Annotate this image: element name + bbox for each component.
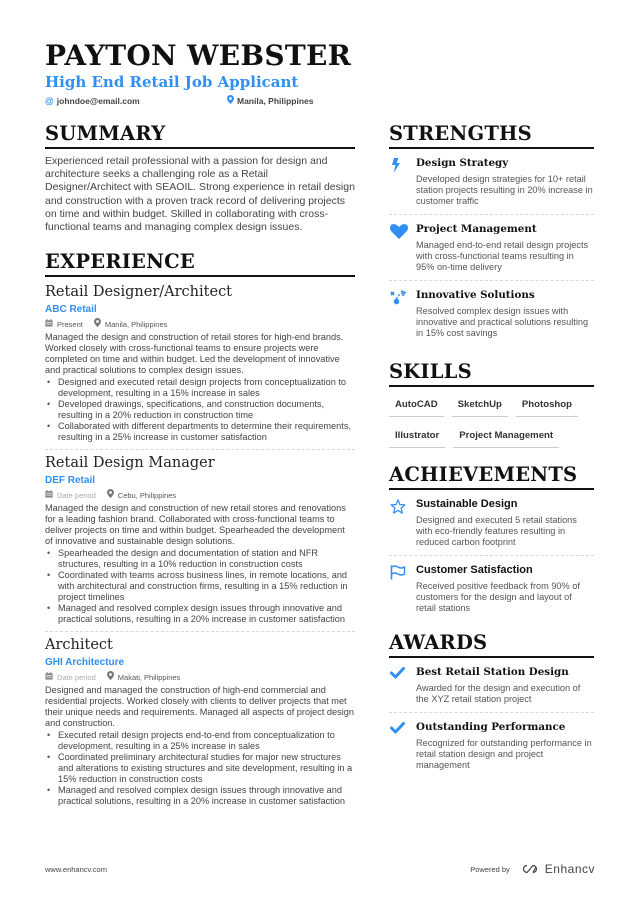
job-description: Managed the design and construction of retail stores for high-end brands. Worked closely with cross-functional teams to ensure projects were completed on time and within budget. Led the development of innovative and practical solutions to complex design issues. bbox=[45, 332, 344, 376]
job-location bbox=[107, 671, 181, 683]
job-location bbox=[94, 318, 168, 330]
skill-tag: Illustrator bbox=[389, 424, 445, 448]
achievement-title: Sustainable Design bbox=[416, 498, 518, 510]
skills-section bbox=[389, 360, 594, 455]
job-location bbox=[107, 489, 176, 501]
strengths-section bbox=[389, 122, 594, 346]
job-description: Designed and managed the construction of high-end commercial and residential projects. Worked closely with clients to deliver projects that met their unique needs and requirements. Managed all aspects of project design and construction. bbox=[45, 685, 354, 729]
footer bbox=[45, 862, 595, 876]
company-name: DEF Retail bbox=[45, 475, 96, 487]
contact-info bbox=[45, 95, 365, 106]
achievements-section bbox=[389, 463, 594, 621]
job-date-text: Date period bbox=[57, 672, 96, 682]
skill-tag: Project Management bbox=[453, 424, 559, 448]
section-title-awards: AWARDS bbox=[389, 631, 594, 658]
job-date-text: Date period bbox=[57, 490, 96, 500]
job-location-text: Makati, Philippines bbox=[117, 672, 181, 682]
achievement-item bbox=[389, 490, 594, 555]
strength-description: Developed design strategies for 10+ retail station projects resulting in 20% increase in customer traffic bbox=[416, 174, 593, 206]
job-bullet: • Developed drawings, specifications, and construction documents, resulting in a 20% reduction in construction time bbox=[45, 399, 355, 421]
award-description: Recognized for outstanding performance in retail station design and project management bbox=[416, 738, 592, 770]
flag-icon bbox=[389, 564, 416, 614]
strength-title: Innovative Solutions bbox=[416, 289, 535, 301]
right-column bbox=[389, 122, 594, 778]
job-date-text: Present bbox=[57, 319, 83, 329]
achievement-item bbox=[389, 555, 594, 621]
award-description: Awarded for the design and execution of the XYZ retail station project bbox=[416, 683, 581, 704]
route-icon bbox=[389, 289, 416, 339]
summary-section bbox=[45, 122, 355, 234]
calendar-icon bbox=[45, 319, 53, 330]
award-title: Best Retail Station Design bbox=[416, 666, 569, 678]
checkmark-icon bbox=[389, 666, 416, 705]
skill-tag: SketchUp bbox=[452, 393, 508, 417]
candidate-tagline: High End Retail Job Applicant bbox=[45, 73, 299, 91]
job-title: Retail Design Manager bbox=[45, 455, 215, 472]
experience-section bbox=[45, 250, 355, 807]
candidate-name: PAYTON WEBSTER bbox=[45, 39, 352, 72]
strength-title: Project Management bbox=[416, 223, 537, 235]
strength-item bbox=[389, 280, 594, 346]
skill-tag: AutoCAD bbox=[389, 393, 444, 417]
powered-by-brand[interactable] bbox=[470, 862, 595, 876]
summary-text: Experienced retail professional with a passion for design and architecture seeks a challenging role as a Retail Designer/Architect with SEAOIL. Strong experience in retail design and construction with a proven track record of delivering projects on time and within budget. Skilled in collaborating with cross-functional teams and managing complex design issues. bbox=[45, 155, 355, 234]
award-item bbox=[389, 658, 594, 712]
job-title: Retail Designer/Architect bbox=[45, 284, 233, 301]
section-title-experience: EXPERIENCE bbox=[45, 250, 355, 277]
section-title-summary: SUMMARY bbox=[45, 122, 355, 149]
heart-icon bbox=[389, 223, 416, 273]
company-name: ABC Retail bbox=[45, 304, 97, 316]
job-bullets bbox=[45, 730, 355, 807]
enhancv-brand-text: Enhancv bbox=[544, 862, 595, 876]
achievement-description: Designed and executed 5 retail stations with eco-friendly features resulting in reduced carbon footprint bbox=[416, 515, 577, 547]
job-date bbox=[45, 318, 83, 330]
section-title-strengths: STRENGTHS bbox=[389, 122, 594, 149]
job-entry bbox=[45, 277, 355, 443]
job-entry bbox=[45, 449, 355, 625]
job-bullet: • Executed retail design projects end-to-end from conceptualization to development, resulting in a 25% increase in sales bbox=[45, 730, 355, 752]
job-date bbox=[45, 671, 96, 683]
job-bullet: • Designed and executed retail design projects from conceptualization to development, resulting in a 15% increase in sales bbox=[45, 377, 355, 399]
resume-header bbox=[45, 40, 365, 106]
strength-title: Design Strategy bbox=[416, 157, 509, 169]
map-pin-icon bbox=[107, 489, 114, 501]
skills-list bbox=[389, 393, 594, 455]
powered-by-label: Powered by bbox=[470, 864, 510, 874]
job-location-text: Cebu, Philippines bbox=[117, 490, 177, 500]
job-bullet: • Spearheaded the design and documentation of station and NFR structures, resulting in a 10% reduction in construction costs bbox=[45, 548, 355, 570]
job-bullet: • Managed and resolved complex design issues through innovative and practical solutions, resulting in a 20% increase in customer satisfaction bbox=[45, 603, 355, 625]
email-contact[interactable] bbox=[45, 95, 227, 106]
strength-description: Resolved complex design issues with innovative and practical solutions resulting in 15% cost savings bbox=[416, 306, 589, 338]
job-bullet: • Collaborated with different departments to determine their requirements, resulting in a 25% increase in customer satisfaction bbox=[45, 421, 355, 443]
achievement-title: Customer Satisfaction bbox=[416, 564, 533, 576]
job-meta bbox=[45, 671, 355, 683]
job-location-text: Manila, Philippines bbox=[104, 319, 168, 329]
job-date bbox=[45, 489, 96, 501]
job-entry bbox=[45, 631, 355, 807]
location-text: Manila, Philippines bbox=[237, 95, 314, 106]
awards-section bbox=[389, 631, 594, 778]
strength-item bbox=[389, 149, 594, 214]
lightning-bolt-icon bbox=[389, 157, 416, 207]
map-pin-icon bbox=[94, 318, 101, 330]
email-text: johndoe@email.com bbox=[56, 95, 140, 106]
checkmark-icon bbox=[389, 721, 416, 771]
job-meta bbox=[45, 318, 355, 330]
award-item bbox=[389, 712, 594, 778]
at-icon: @ bbox=[45, 95, 54, 106]
job-title: Architect bbox=[45, 637, 113, 654]
skill-tag: Photoshop bbox=[516, 393, 578, 417]
left-column bbox=[45, 122, 355, 807]
job-bullet: • Managed and resolved complex design issues through innovative and practical solutions, resulting in a 20% increase in customer satisfaction bbox=[45, 785, 355, 807]
enhancv-logo bbox=[520, 862, 595, 876]
company-name: GHI Architecture bbox=[45, 657, 125, 669]
strength-item bbox=[389, 214, 594, 280]
section-title-skills: SKILLS bbox=[389, 360, 594, 387]
strength-description: Managed end-to-end retail design projects with cross-functional teams resulting in 95% on-time delivery bbox=[416, 240, 589, 272]
map-pin-icon bbox=[107, 671, 114, 683]
map-pin-icon bbox=[227, 95, 234, 106]
achievement-description: Received positive feedback from 90% of customers for the design and layout of retail stations bbox=[416, 581, 580, 613]
job-bullet: • Coordinated preliminary architectural studies for major new structures and alterations to existing structures and site development, resulting in a 15% reduction in construction costs bbox=[45, 752, 355, 785]
job-bullets bbox=[45, 548, 355, 625]
award-title: Outstanding Performance bbox=[416, 721, 566, 733]
enhancv-logo-icon bbox=[520, 864, 540, 874]
job-meta bbox=[45, 489, 355, 501]
star-icon bbox=[389, 498, 416, 548]
job-description: Managed the design and construction of new retail stores and renovations for a leading fashion brand. Collaborated with cross-functional teams to deliver projects on time and within budget. Spearheaded the development of innovative and sustainable design solutions. bbox=[45, 503, 346, 547]
calendar-icon bbox=[45, 672, 53, 683]
section-title-achievements: ACHIEVEMENTS bbox=[389, 463, 594, 490]
footer-website-link[interactable]: www.enhancv.com bbox=[45, 864, 107, 874]
job-bullet: • Coordinated with teams across business lines, in remote locations, and with architectural and construction firms, resulting in a 15% reduction in project timelines bbox=[45, 570, 355, 603]
job-bullets bbox=[45, 377, 355, 443]
location-contact bbox=[227, 95, 314, 106]
calendar-icon bbox=[45, 490, 53, 501]
